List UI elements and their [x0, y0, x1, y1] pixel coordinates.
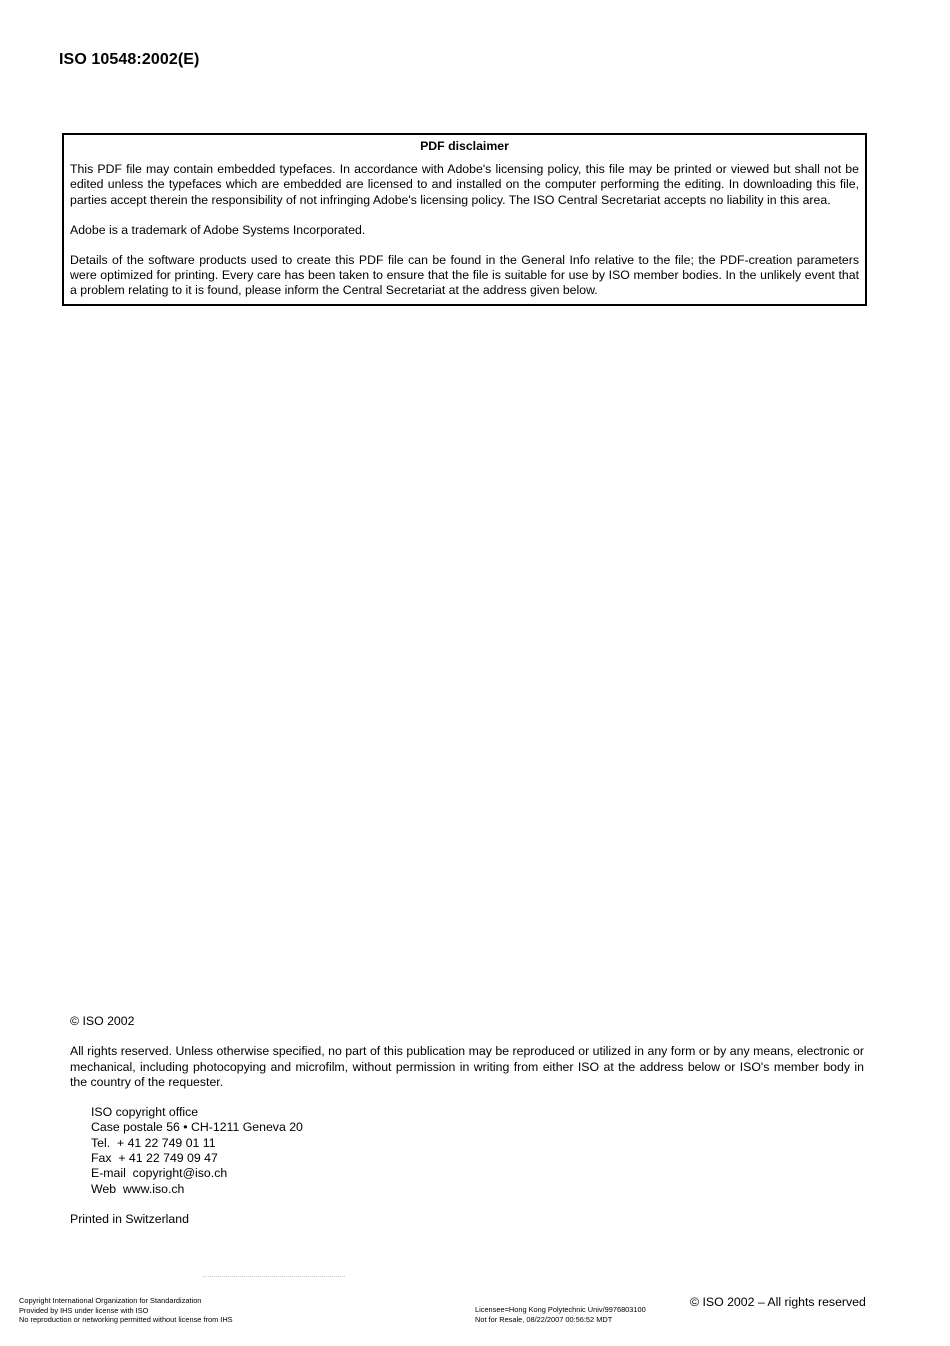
- document-id: ISO 10548:2002(E): [59, 51, 200, 68]
- disclaimer-paragraph: This PDF file may contain embedded typefaces. In accordance with Adobe's licensing policy, this file may be printed or viewed but shall not be edited unless the typefaces which are embedded are licensed to and installed on the computer performing the editing. In downloading this file, parties accept therein the responsibility of not infringing Adobe's licensing policy. The ISO Central Secretariat accepts no liability in this area.: [70, 162, 859, 207]
- telephone: Tel. + 41 22 749 01 11: [91, 1135, 216, 1150]
- footer-line: Licensee=Hong Kong Polytechnic Univ/9976803100: [475, 1305, 646, 1314]
- footer-license-notice: [19, 1296, 233, 1325]
- copyright-section: [70, 1014, 864, 1242]
- rights-statement: All rights reserved. Unless otherwise specified, no part of this publication may be reproduced or utilized in any form or by any means, electronic or mechanical, including photocopying and microfilm, without permission in writing from either ISO at the address below or ISO's member body in the country of the requester.: [70, 1044, 864, 1089]
- divider: [203, 1276, 345, 1278]
- copyright-office-address: [91, 1105, 864, 1197]
- footer-line: Provided by IHS under license with ISO: [19, 1305, 149, 1315]
- disclaimer-paragraph: Details of the software products used to create this PDF file can be found in the General Info relative to the file; the PDF-creation parameters were optimized for printing. Every care has been taken to ensure that the file is suitable for use by ISO member bodies. In the unlikely event that a problem relating to it is found, please inform the Central Secretariat at the address given below.: [70, 253, 859, 298]
- email: E-mail copyright@iso.ch: [91, 1166, 228, 1181]
- footer-line: No reproduction or networking permitted without license from IHS: [19, 1315, 233, 1325]
- footer-copyright: © ISO 2002 – All rights reserved: [690, 1295, 866, 1309]
- disclaimer-title: PDF disclaimer: [420, 139, 509, 153]
- website: Web www.iso.ch: [91, 1181, 185, 1196]
- disclaimer-paragraph: Adobe is a trademark of Adobe Systems Incorporated.: [70, 222, 366, 237]
- pdf-disclaimer-box: [62, 133, 867, 306]
- footer-line: Not for Resale, 08/22/2007 00:56:52 MDT: [475, 1314, 613, 1324]
- footer-line: Copyright International Organization for Standardization: [19, 1296, 202, 1305]
- copyright-notice: © ISO 2002: [70, 1014, 135, 1028]
- postal-address: Case postale 56 • CH-1211 Geneva 20: [91, 1120, 303, 1135]
- fax: Fax + 41 22 749 09 47: [91, 1151, 218, 1166]
- footer-licensee: [475, 1305, 646, 1324]
- printed-location: Printed in Switzerland: [70, 1211, 189, 1226]
- office-name: ISO copyright office: [91, 1105, 199, 1120]
